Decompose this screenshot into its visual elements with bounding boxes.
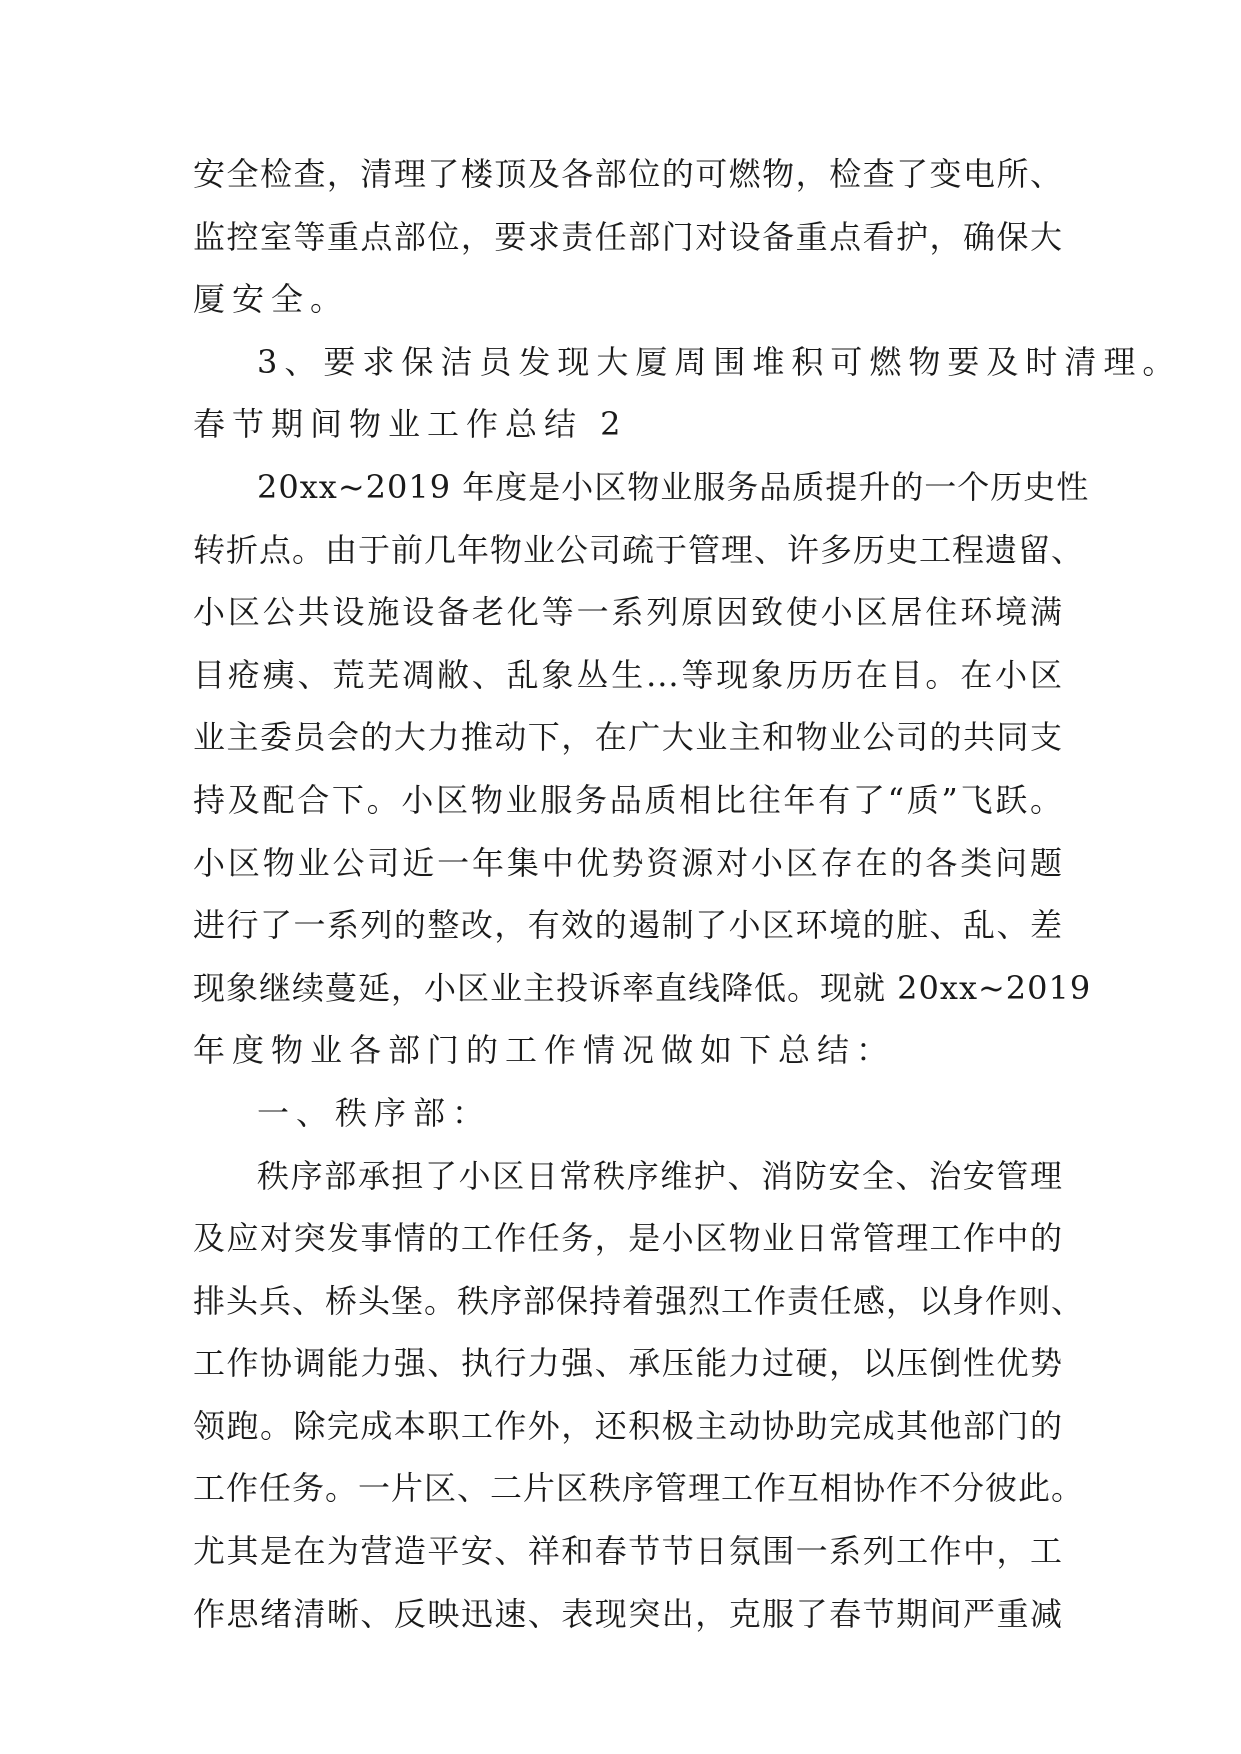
section-heading: 春节期间物业工作总结 2 [193, 405, 628, 444]
text-line: 秩序部承担了小区日常秩序维护、消防安全、治安管理 [257, 1156, 1063, 1195]
text-line: 年度物业各部门的工作情况做如下总结： [193, 1031, 896, 1070]
text-line: 领跑。除完成本职工作外，还积极主动协助完成其他部门的 [193, 1406, 1063, 1445]
text-line: 工作协调能力强、执行力强、承压能力过硬，以压倒性优势 [193, 1344, 1063, 1383]
text-line: 工作任务。一片区、二片区秩序管理工作互相协作不分彼此。 [193, 1469, 1085, 1508]
text-line: 监控室等重点部位，要求责任部门对设备重点看护，确保大 [193, 217, 1063, 256]
text-line: 小区物业公司近一年集中优势资源对小区存在的各类问题 [193, 843, 1063, 882]
text-line: 厦安全。 [193, 280, 350, 319]
text-line: 小区公共设施设备老化等一系列原因致使小区居住环境满 [193, 593, 1063, 632]
text-line: 作思绪清晰、反映迅速、表现突出，克服了春节期间严重减 [193, 1594, 1063, 1633]
text-line: 排头兵、桥头堡。秩序部保持着强烈工作责任感，以身作则、 [193, 1281, 1085, 1320]
document-body [193, 143, 1182, 1645]
text-line: 安全检查，清理了楼顶及各部位的可燃物，检查了变电所、 [193, 155, 1063, 193]
text-line: 3、要求保洁员发现大厦周围堆积可燃物要及时清理。 [257, 342, 1182, 381]
text-line: 20xx~2019 年度是小区物业服务品质提升的一个历史性 [257, 467, 1090, 506]
text-line: 转折点。由于前几年物业公司疏于管理、许多历史工程遗留、 [193, 530, 1085, 569]
text-line: 进行了一系列的整改，有效的遏制了小区环境的脏、乱、差 [193, 906, 1063, 945]
text-line: 尤其是在为营造平安、祥和春节节日氛围一系列工作中，工 [193, 1532, 1063, 1571]
text-line: 目疮痍、荒芜凋敝、乱象丛生...等现象历历在目。在小区 [193, 655, 1063, 694]
text-line: 现象继续蔓延，小区业主投诉率直线降低。现就 20xx~2019 [193, 968, 1092, 1007]
text-line: 及应对突发事情的工作任务，是小区物业日常管理工作中的 [193, 1219, 1063, 1258]
text-line: 业主委员会的大力推动下，在广大业主和物业公司的共同支 [193, 718, 1063, 757]
text-line: 持及配合下。小区物业服务品质相比往年有了“质”飞跃。 [193, 780, 1063, 819]
subsection-heading: 一、秩序部： [257, 1093, 492, 1132]
